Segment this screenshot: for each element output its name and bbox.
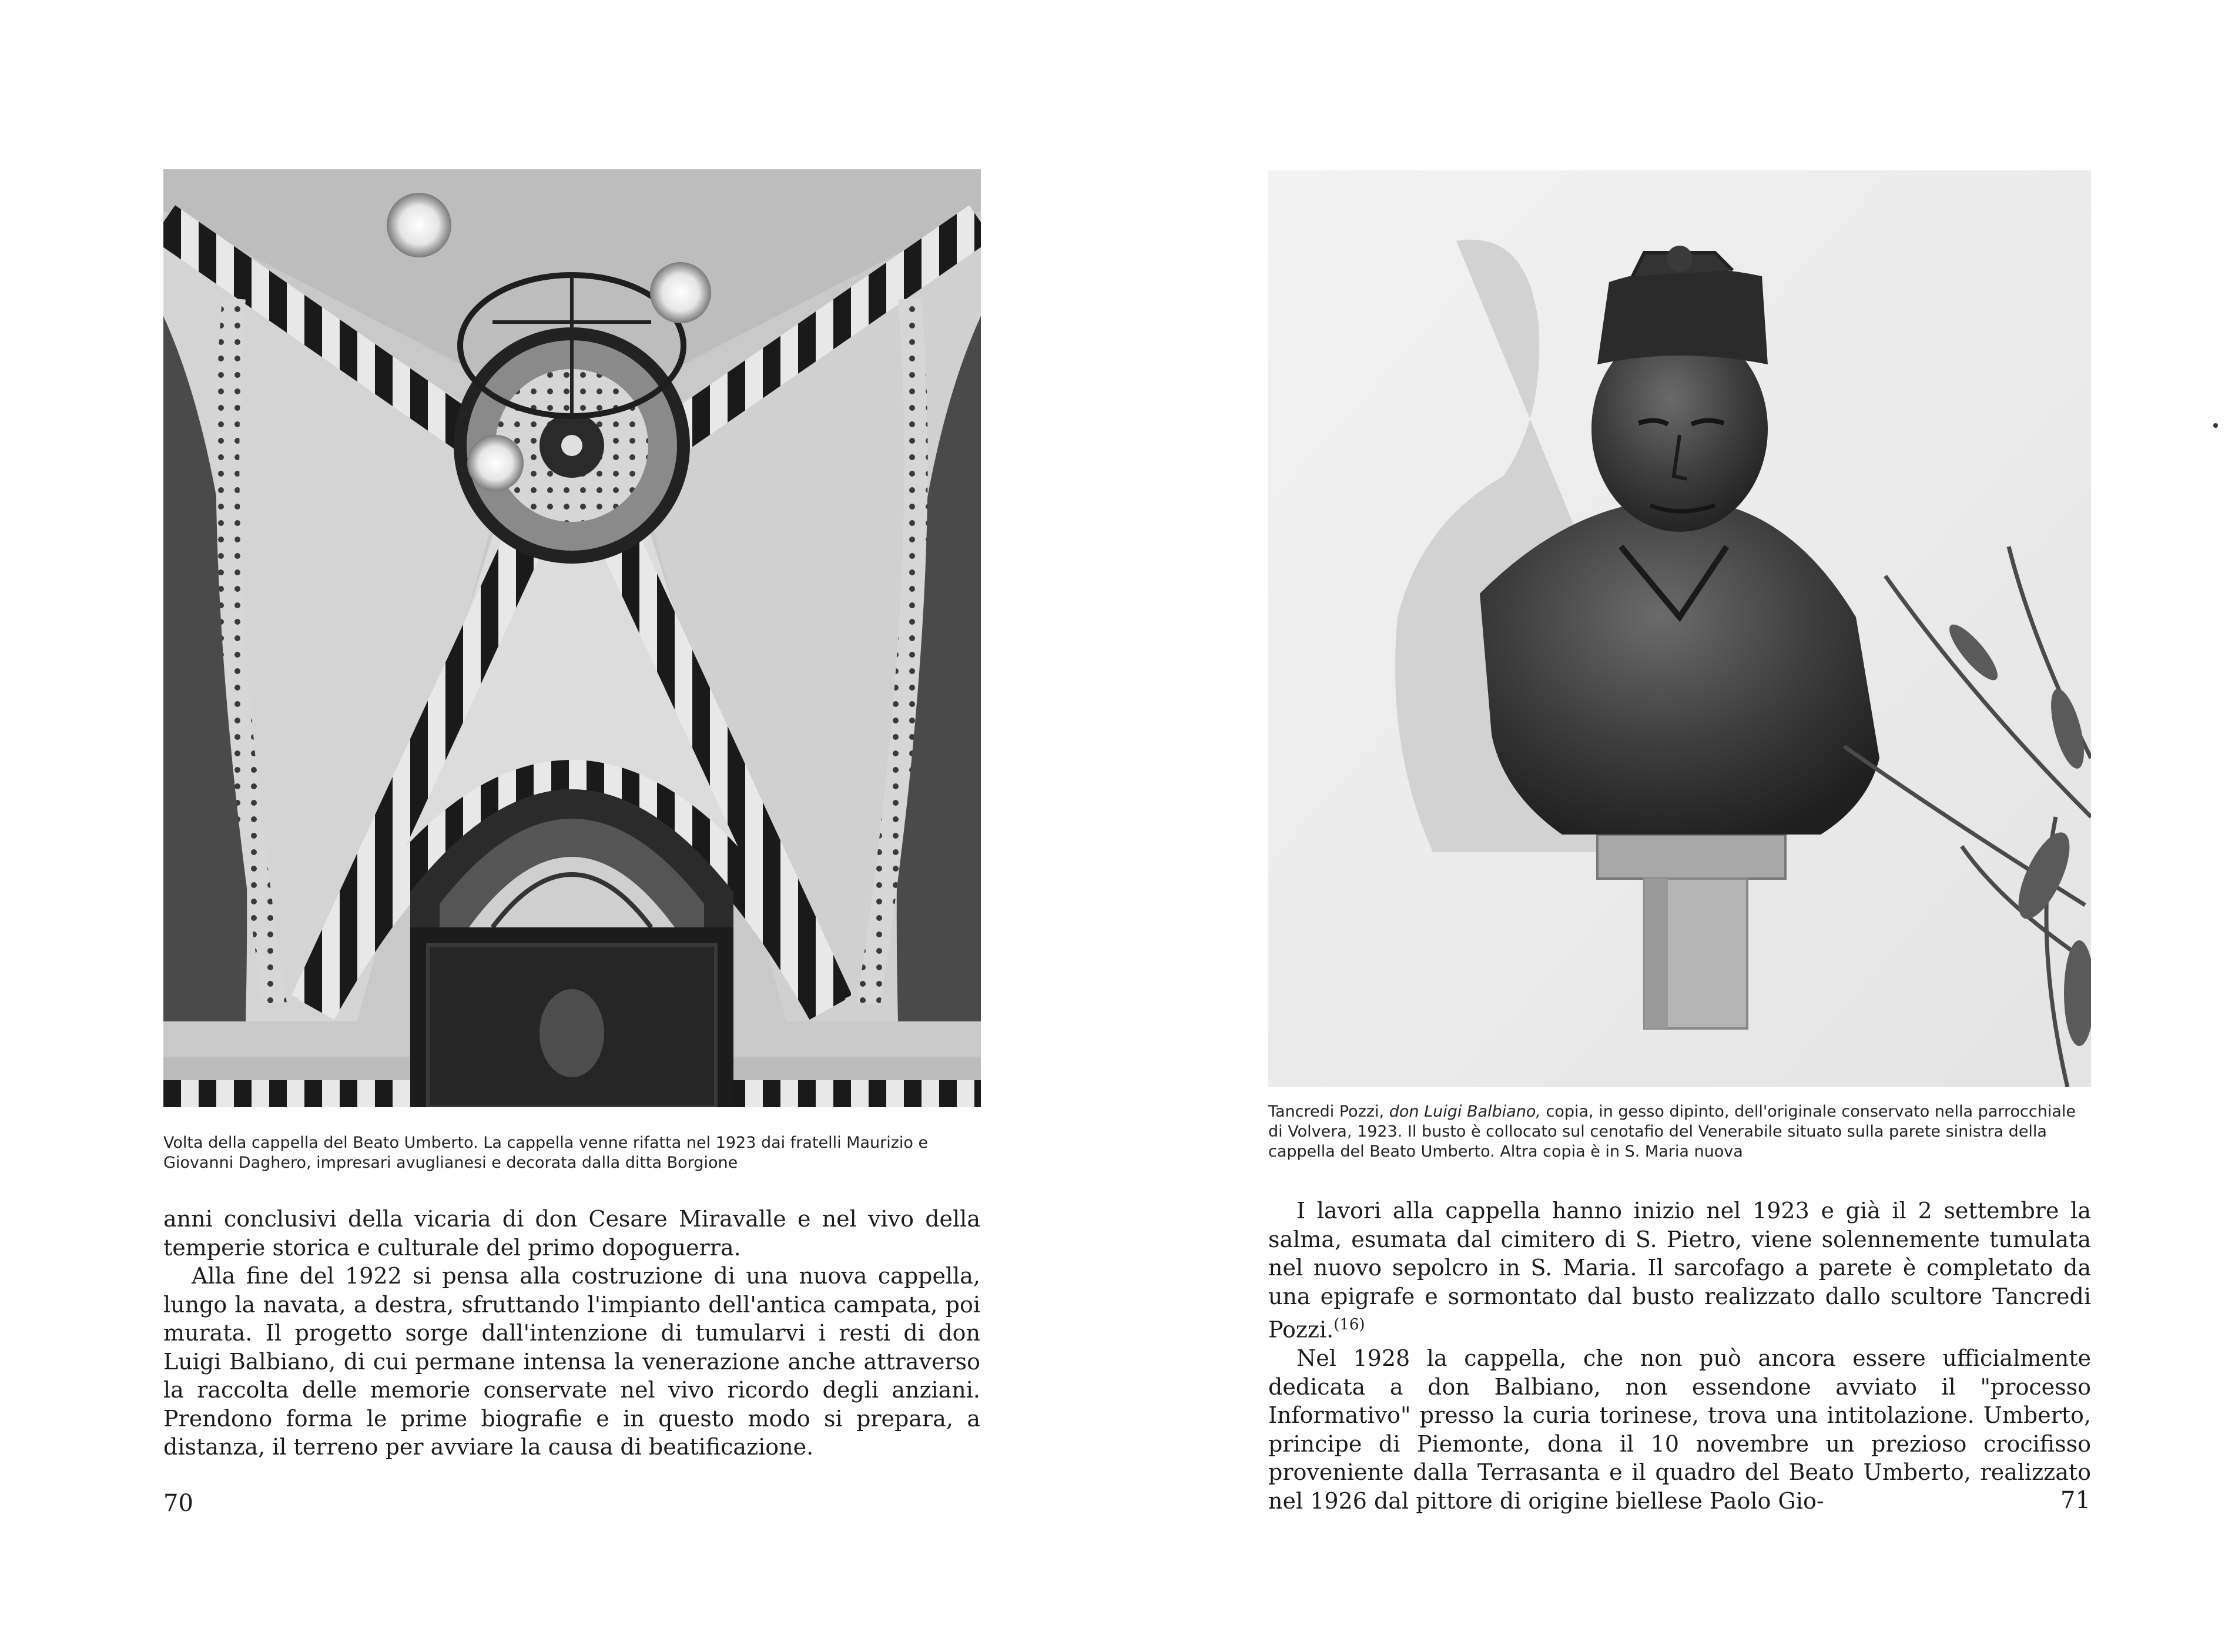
body-text (1268, 1197, 2091, 1515)
footnote-reference: (16) (1333, 1316, 1365, 1333)
left-page (0, 0, 1114, 1652)
page-number: 70 (163, 1490, 193, 1517)
photo-caption (1268, 1102, 2091, 1162)
right-page (1114, 0, 2235, 1652)
caption-text: copia, in gesso dipinto, dell'originale conservato nella parrocchiale di Volvera, 1923. Il busto è collocato sul cenotafio del Venerabile situato sulla parete sinistra della cappella del Beato Umberto. Altra copia è in S. Maria nuova (1268, 1103, 2076, 1161)
photo-caption: Volta della cappella del Beato Umberto. La cappella venne rifatta nel 1923 dai fratelli Maurizio e Giovanni Daghero, impresari avuglianesi e decorata dalla ditta Borgione (163, 1134, 929, 1172)
paragraph-text: I lavori alla cappella hanno inizio nel 1923 e già il 2 settembre la salma, esumata dal cimitero di S. Pietro, viene solennemente tumulata nel nuovo sepolcro in S. Maria. Il sarcofago a parete è completato da una epigrafe e sormontato dal busto realizzato dallo scultore Tancredi Pozzi. (1268, 1198, 2091, 1343)
bust-photo (1268, 170, 2091, 1087)
paper-speck (2213, 423, 2218, 428)
body-text (163, 1205, 980, 1462)
paragraph: Alla fine del 1922 si pensa alla costruzione di una nuova cappella, lungo la navata, a destra, sfruttando l'impianto dell'antica campata, poi murata. Il progetto sorge dall'intenzione di tumularvi i resti di don Luigi Balbiano, di cui permane intensa la venerazione anche attraverso la raccolta delle memorie conservate nel vivo ricordo degli anziani. Prendono forma le prime biografie e in questo modo si prepara, a distanza, il terreno per avviare la causa di beatificazione. (163, 1263, 980, 1460)
paragraph: Nel 1928 la cappella, che non può ancora essere ufficialmente dedicata a don Balbiano, non essendone avviato il "processo Informativo" presso la curia torinese, trova una intitolazione. Umberto, principe di Piemonte, dona il 10 novembre un prezioso crocifisso proveniente dalla Terrasanta e il quadro del Beato Umberto, realizzato nel 1926 dal pittore di origine biellese Paolo Gio- (1268, 1345, 2091, 1514)
caption-title: don Luigi Balbiano, (1389, 1103, 1541, 1121)
page-number: 71 (2060, 1487, 2090, 1514)
chapel-vault-photo (163, 169, 981, 1107)
caption-author: Tancredi Pozzi, (1268, 1103, 1389, 1121)
paragraph: anni conclusivi della vicaria di don Cesare Miravalle e nel vivo della temperie storica e culturale del primo dopoguerra. (163, 1206, 980, 1261)
paragraph (1268, 1197, 2091, 1344)
